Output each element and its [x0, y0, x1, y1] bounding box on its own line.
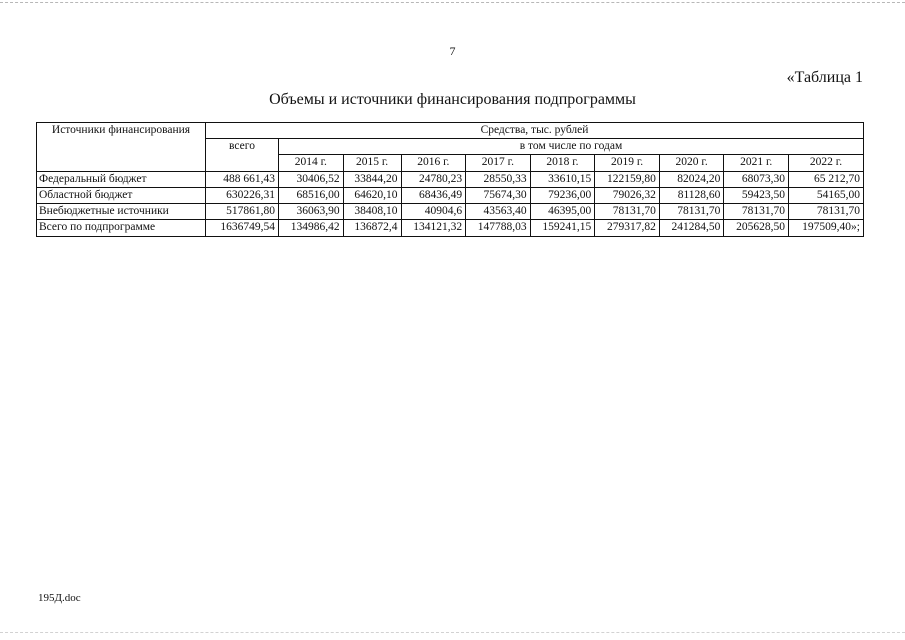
year-value: 24780,23	[401, 171, 466, 187]
year-value: 134121,32	[401, 220, 466, 236]
year-value: 43563,40	[466, 204, 531, 220]
year-value: 59423,50	[724, 187, 789, 203]
row-total: 517861,80	[206, 204, 279, 220]
year-header: 2015 г.	[343, 155, 401, 171]
year-value: 81128,60	[659, 187, 724, 203]
year-value: 68436,49	[401, 187, 466, 203]
year-value: 134986,42	[279, 220, 344, 236]
year-header: 2018 г.	[530, 155, 595, 171]
year-value: 64620,10	[343, 187, 401, 203]
header-sources: Источники финансирования	[37, 123, 206, 172]
year-value: 68073,30	[724, 171, 789, 187]
year-value: 40904,6	[401, 204, 466, 220]
year-value: 38408,10	[343, 204, 401, 220]
year-value: 75674,30	[466, 187, 531, 203]
year-value: 54165,00	[788, 187, 863, 203]
table-row	[37, 204, 864, 220]
year-value: 136872,4	[343, 220, 401, 236]
row-label: Областной бюджет	[37, 187, 206, 203]
row-label: Федеральный бюджет	[37, 171, 206, 187]
table-row	[37, 220, 864, 236]
header-row-1	[37, 123, 864, 139]
year-value: 65 212,70	[788, 171, 863, 187]
year-header: 2020 г.	[659, 155, 724, 171]
row-total: 488 661,43	[206, 171, 279, 187]
row-total: 630226,31	[206, 187, 279, 203]
year-header: 2017 г.	[466, 155, 531, 171]
footer-filename: 195Д.doc	[38, 592, 81, 604]
scan-edge-top	[0, 2, 905, 3]
row-total: 1636749,54	[206, 220, 279, 236]
page-number: 7	[449, 44, 456, 58]
year-value: 28550,33	[466, 171, 531, 187]
document-title: Объемы и источники финансирования подпрограммы	[269, 91, 636, 108]
year-value: 78131,70	[659, 204, 724, 220]
year-value: 79236,00	[530, 187, 595, 203]
year-value: 197509,40»;	[788, 220, 863, 236]
year-value: 46395,00	[530, 204, 595, 220]
year-value: 79026,32	[595, 187, 660, 203]
financing-table	[36, 122, 864, 237]
year-value: 36063,90	[279, 204, 344, 220]
year-value: 30406,52	[279, 171, 344, 187]
year-value: 205628,50	[724, 220, 789, 236]
year-header: 2014 г.	[279, 155, 344, 171]
row-label: Внебюджетные источники	[37, 204, 206, 220]
year-value: 122159,80	[595, 171, 660, 187]
table-row	[37, 187, 864, 203]
year-value: 33844,20	[343, 171, 401, 187]
year-value: 241284,50	[659, 220, 724, 236]
header-funds: Средства, тыс. рублей	[206, 123, 864, 139]
year-header: 2021 г.	[724, 155, 789, 171]
year-value: 159241,15	[530, 220, 595, 236]
scan-edge-bottom	[0, 632, 905, 633]
year-value: 82024,20	[659, 171, 724, 187]
table-row	[37, 171, 864, 187]
year-value: 78131,70	[724, 204, 789, 220]
year-value: 33610,15	[530, 171, 595, 187]
row-label: Всего по подпрограмме	[37, 220, 206, 236]
year-value: 78131,70	[788, 204, 863, 220]
year-header: 2022 г.	[788, 155, 863, 171]
header-total: всего	[206, 139, 279, 171]
table-reference: «Таблица 1	[786, 69, 863, 86]
year-value: 78131,70	[595, 204, 660, 220]
year-value: 279317,82	[595, 220, 660, 236]
year-header: 2016 г.	[401, 155, 466, 171]
year-value: 147788,03	[466, 220, 531, 236]
header-by-years: в том числе по годам	[279, 139, 864, 155]
year-value: 68516,00	[279, 187, 344, 203]
year-header: 2019 г.	[595, 155, 660, 171]
